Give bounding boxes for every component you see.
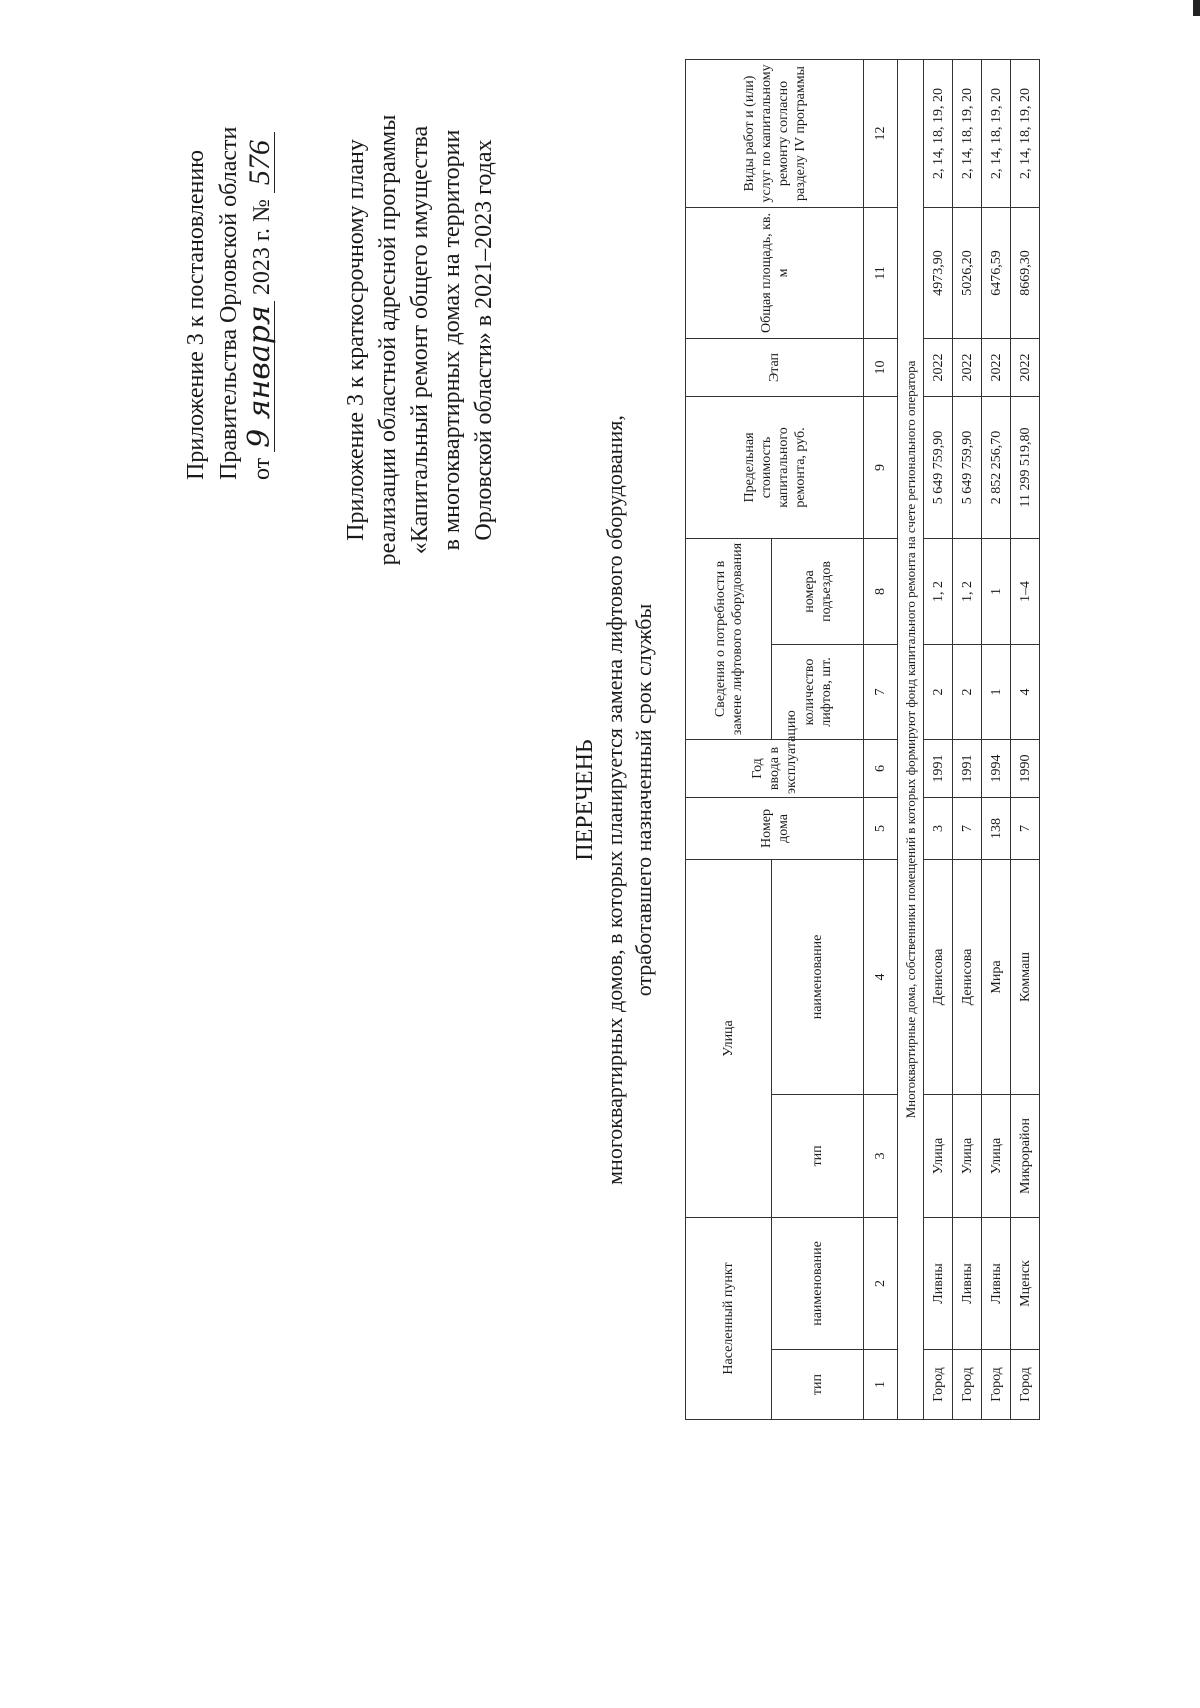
handwritten-date: 9 января <box>246 301 275 452</box>
cell-settlement-type: Город <box>953 1350 982 1420</box>
document-subtitle-line-2: отработавшего назначенный срок службы <box>631 603 656 997</box>
column-index: 8 <box>864 538 898 644</box>
cell-total-area: 8669,30 <box>1011 207 1040 338</box>
header-lift-need: Сведения о потребности в замене лифтового оборудования <box>686 538 772 739</box>
plan-line-4: в многоквартирных домах на территории <box>439 129 465 551</box>
cell-street-name: Мира <box>982 859 1011 1094</box>
column-index: 1 <box>864 1350 898 1420</box>
table-row <box>924 59 953 1419</box>
cell-house-number: 7 <box>1011 797 1040 859</box>
column-index: 6 <box>864 739 898 797</box>
cell-stage: 2022 <box>953 338 982 396</box>
plan-line-3: «Капитальный ремонт общего имущества <box>407 125 433 555</box>
table-row <box>953 59 982 1419</box>
header-street-name: наименование <box>772 859 864 1094</box>
cell-total-area: 5026,20 <box>953 207 982 338</box>
cell-settlement-type: Город <box>982 1350 1011 1420</box>
column-index: 5 <box>864 797 898 859</box>
column-index: 3 <box>864 1094 898 1217</box>
document-title: ПЕРЕЧЕНЬ <box>572 739 598 861</box>
houses-table-wrapper <box>685 60 1040 1420</box>
houses-table <box>685 59 1040 1420</box>
plan-appendix-note <box>340 60 500 620</box>
header-max-cost: Предельная стоимость капитального ремонта, руб. <box>686 396 864 538</box>
cell-max-cost: 2 852 256,70 <box>982 396 1011 538</box>
cell-entrances: 1 <box>982 538 1011 644</box>
cell-settlement-name: Ливны <box>953 1217 982 1349</box>
cell-lift-count: 4 <box>1011 644 1040 739</box>
cell-settlement-type: Город <box>1011 1350 1040 1420</box>
document-subtitle-line-1: многоквартирных домов, в которых планируется замена лифтового оборудования, <box>602 415 627 1185</box>
header-settlement-type: тип <box>772 1350 864 1420</box>
cell-max-cost: 11 299 519,80 <box>1011 396 1040 538</box>
decree-line-3 <box>242 80 279 480</box>
column-index: 4 <box>864 859 898 1094</box>
cell-house-number: 7 <box>953 797 982 859</box>
cell-street-name: Коммаш <box>1011 859 1040 1094</box>
rotated-page-content <box>50 40 1150 1560</box>
header-block <box>50 40 650 1560</box>
cell-street-name: Денисова <box>953 859 982 1094</box>
cell-lift-count: 2 <box>953 644 982 739</box>
column-index: 2 <box>864 1217 898 1349</box>
plan-line-5: Орловской области» в 2021–2023 годах <box>471 139 497 541</box>
cell-entrances: 1, 2 <box>924 538 953 644</box>
decree-year: 2023 г. № <box>249 199 275 296</box>
cell-settlement-name: Ливны <box>924 1217 953 1349</box>
column-index-row <box>864 59 898 1419</box>
column-index: 7 <box>864 644 898 739</box>
header-street-type: тип <box>772 1094 864 1217</box>
header-lift-count: количество лифтов, шт. <box>772 644 864 739</box>
cell-settlement-type: Город <box>924 1350 953 1420</box>
decree-line-1: Приложение 3 к постановлению <box>183 149 209 480</box>
cell-year: 1994 <box>982 739 1011 797</box>
header-settlement: Населенный пункт <box>686 1217 772 1419</box>
column-index: 11 <box>864 207 898 338</box>
header-stage: Этап <box>686 338 864 396</box>
header-settlement-name: наименование <box>772 1217 864 1349</box>
cell-entrances: 1–4 <box>1011 538 1040 644</box>
cell-year: 1991 <box>953 739 982 797</box>
cell-entrances: 1, 2 <box>953 538 982 644</box>
cell-stage: 2022 <box>982 338 1011 396</box>
decree-appendix-note <box>180 80 279 480</box>
cell-lift-count: 1 <box>982 644 1011 739</box>
cell-settlement-name: Мценск <box>1011 1217 1040 1349</box>
cell-settlement-name: Ливны <box>982 1217 1011 1349</box>
group-row <box>898 59 924 1419</box>
cell-house-number: 138 <box>982 797 1011 859</box>
cell-street-type: Улица <box>924 1094 953 1217</box>
handwritten-number: 576 <box>246 132 275 193</box>
header-street: Улица <box>686 859 772 1217</box>
cell-total-area: 4973,90 <box>924 207 953 338</box>
plan-line-1: Приложение 3 к краткосрочному плану <box>343 139 369 541</box>
cell-total-area: 6476,59 <box>982 207 1011 338</box>
cell-lift-count: 2 <box>924 644 953 739</box>
cell-work-types: 2, 14, 18, 19, 20 <box>953 59 982 207</box>
cell-street-type: Улица <box>953 1094 982 1217</box>
decree-from: от <box>249 457 275 480</box>
column-index: 10 <box>864 338 898 396</box>
header-total-area: Общая площадь, кв. м <box>686 207 864 338</box>
cell-max-cost: 5 649 759,90 <box>953 396 982 538</box>
cell-house-number: 3 <box>924 797 953 859</box>
table-row <box>982 59 1011 1419</box>
header-house-number: Номер дома <box>686 797 864 859</box>
cell-work-types: 2, 14, 18, 19, 20 <box>924 59 953 207</box>
plan-line-2: реализации областной адресной программы <box>375 114 401 566</box>
column-index: 12 <box>864 59 898 207</box>
cell-street-name: Денисова <box>924 859 953 1094</box>
cell-street-type: Микрорайон <box>1011 1094 1040 1217</box>
document-title-block <box>570 40 658 1560</box>
decree-line-2: Правительства Орловской области <box>216 126 242 480</box>
cell-max-cost: 5 649 759,90 <box>924 396 953 538</box>
header-year-commissioned: Год ввода в эксплуатацию <box>686 739 864 797</box>
cell-work-types: 2, 14, 18, 19, 20 <box>982 59 1011 207</box>
cell-year: 1991 <box>924 739 953 797</box>
cell-stage: 2022 <box>1011 338 1040 396</box>
column-index: 9 <box>864 396 898 538</box>
cell-street-type: Улица <box>982 1094 1011 1217</box>
cell-stage: 2022 <box>924 338 953 396</box>
table-row <box>1011 59 1040 1419</box>
scan-edge-mark <box>1193 0 1200 16</box>
group-label: Многоквартирные дома, собственники помещений в которых формируют фонд капитального ремонта на счете регионального оператора <box>898 59 924 1419</box>
header-work-types: Виды работ и (или) услуг по капитальному ремонту согласно разделу IV программы <box>686 59 864 207</box>
cell-work-types: 2, 14, 18, 19, 20 <box>1011 59 1040 207</box>
header-entrance-numbers: номера подъездов <box>772 538 864 644</box>
cell-year: 1990 <box>1011 739 1040 797</box>
